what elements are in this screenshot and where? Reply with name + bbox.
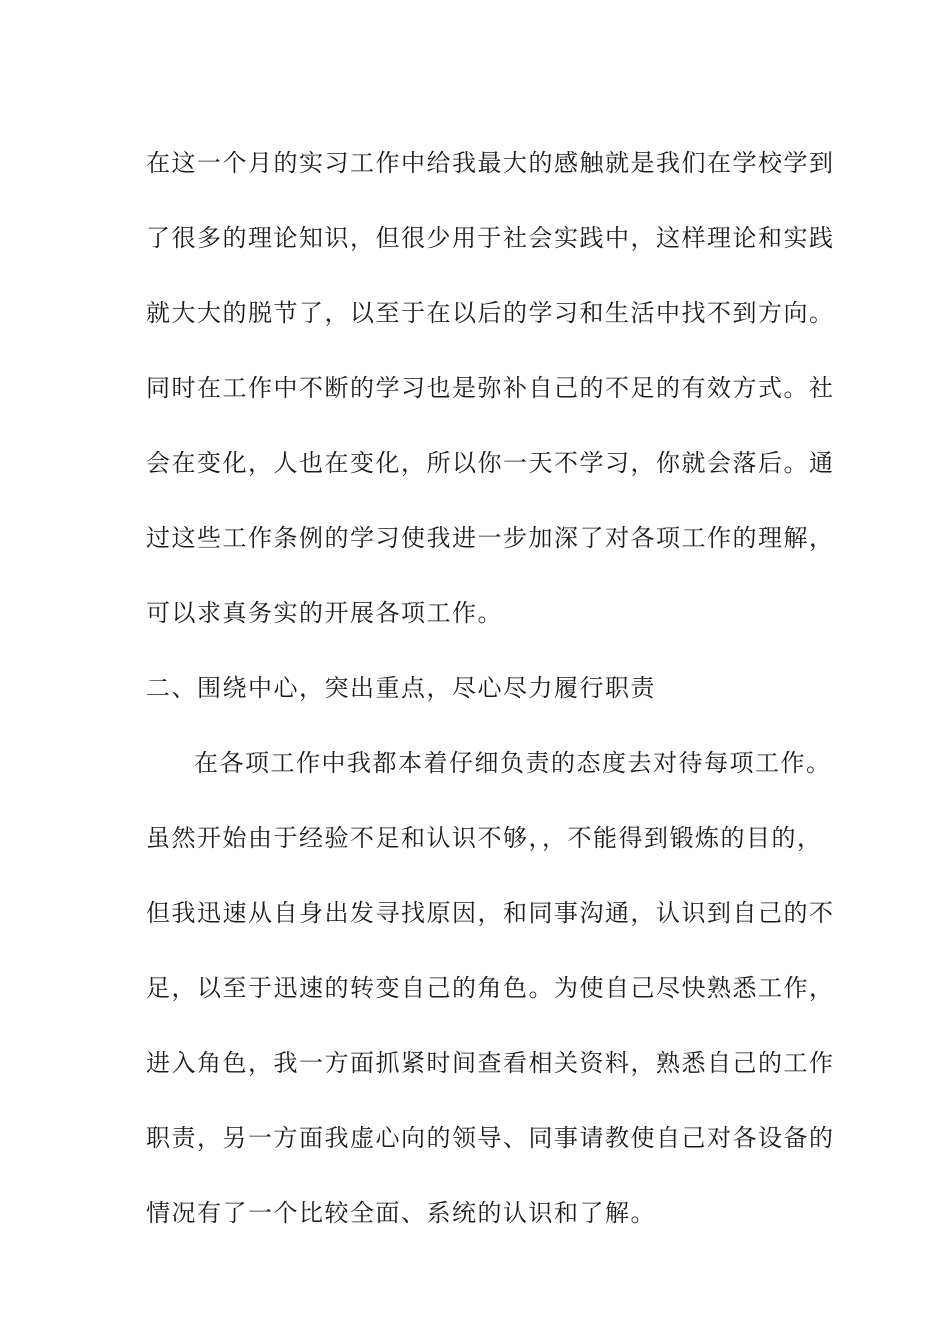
paragraph-line: 过这些工作条例的学习使我进一步加深了对各项工作的理解， bbox=[146, 524, 835, 552]
paragraph-line: 在各项工作中我都本着仔细负责的态度去对待每项工作。 bbox=[194, 749, 832, 777]
section-heading: 二、围绕中心，突出重点，尽心尽力履行职责 bbox=[146, 674, 656, 702]
paragraph-line: 就大大的脱节了，以至于在以后的学习和生活中找不到方向。 bbox=[146, 299, 835, 327]
paragraph-line: 职责，另一方面我虚心向的领导、同事请教使自己对各设备的 bbox=[146, 1124, 835, 1152]
document-body bbox=[146, 126, 835, 1251]
paragraph-line: 在这一个月的实习工作中给我最大的感触就是我们在学校学到 bbox=[146, 149, 835, 177]
paragraph-line: 可以求真务实的开展各项工作。 bbox=[146, 599, 503, 627]
paragraph-line: 虽然开始由于经验不足和认识不够，，不能得到锻炼的目的， bbox=[146, 824, 823, 852]
paragraph-line: 情况有了一个比较全面、系统的认识和了解。 bbox=[146, 1199, 656, 1227]
paragraph-line: 会在变化，人也在变化，所以你一天不学习，你就会落后。通 bbox=[146, 449, 835, 477]
paragraph-line: 足，以至于迅速的转变自己的角色。为使自己尽快熟悉工作， bbox=[146, 974, 835, 1002]
paragraph-line: 同时在工作中不断的学习也是弥补自己的不足的有效方式。社 bbox=[146, 374, 835, 402]
paragraph-line: 了很多的理论知识，但很少用于社会实践中，这样理论和实践 bbox=[146, 224, 835, 252]
paragraph-line: 进入角色，我一方面抓紧时间查看相关资料，熟悉自己的工作 bbox=[146, 1049, 835, 1077]
paragraph-line: 但我迅速从自身出发寻找原因，和同事沟通，认识到自己的不 bbox=[146, 899, 835, 927]
